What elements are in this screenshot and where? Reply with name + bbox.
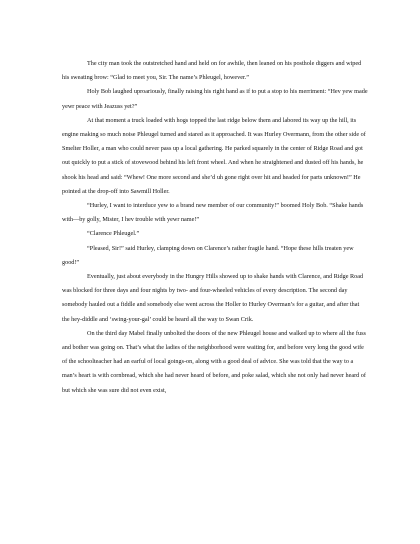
paragraph: The city man took the outstretched hand and held on for awhile, then leaned on his posthole diggers and wiped his sweating brow: “Glad to meet you, Sir. The name’s Phleugel, however.” [62,60,362,82]
paragraph: Holy Bob laughed uproariously, finally raising his right hand as if to put a stop to his merriment: “Hev yew made yewr peace with Jeazuss yet?” [62,88,368,110]
paragraph: Eventually, just about everybody in the Hungry Hills showed up to shake hands with Clarence, and Ridge Road was blocked for three days and four nights by two- and four-wheeled vehicles of every description. The second day somebody hauled out a fiddle and somebody else went across the Holler to Hurley Overman’s for a guitar, and after that the hey-diddle and ‘swing-your-gal’ could be heard all the way to Swan Crik. [62,273,364,323]
paragraph: At that moment a truck loaded with hogs topped the last ridge below them and labored its way up the hill, its engine making so much noise Phleugel turned and stared as it approached. It was Hurley Overmann, from the other side of Smelter Holler, a man who could never pass up a local gathering. He parked squarely in the center of Ridge Road and got out quickly to put a stick of stovewood behind his left front wheel. And when he straightened and dusted off his hands, he shook his head and said: “Whew! One more second and she’d uh gone right over hit and headed for parts unknown!” He pointed at the drop-off into Sawmill Holler. [62,116,366,195]
paragraph: “Hurley, I want to interduce yew to a brand new member of our community!” boomed Holy Bob. “Shake hands with—by golly, Mister, I hev trouble with yewr name!” [62,202,364,224]
paragraph: On the third day Mabel finally unbolted the doors of the new Phleugel house and walked up to where all the fuss and bother was going on. That’s what the ladies of the neighborhood were waiting for, and before very long the good wife of the schoolteacher had an earful of local goings-on, along with a good deal of advice. She was told that the way to a man’s heart is with cornbread, which she had never heard of before, and poke salad, which she not only had never heard of but which she was sure did not even exist, [62,329,366,394]
paragraph: “Clarence Phleugel.” [87,230,140,238]
paragraph: “Pleased, Sir!” said Hurley, clamping down on Clarence’s rather fragile hand. “Hope these hills treaten yew good!” [62,244,354,266]
body-text [62,57,368,398]
